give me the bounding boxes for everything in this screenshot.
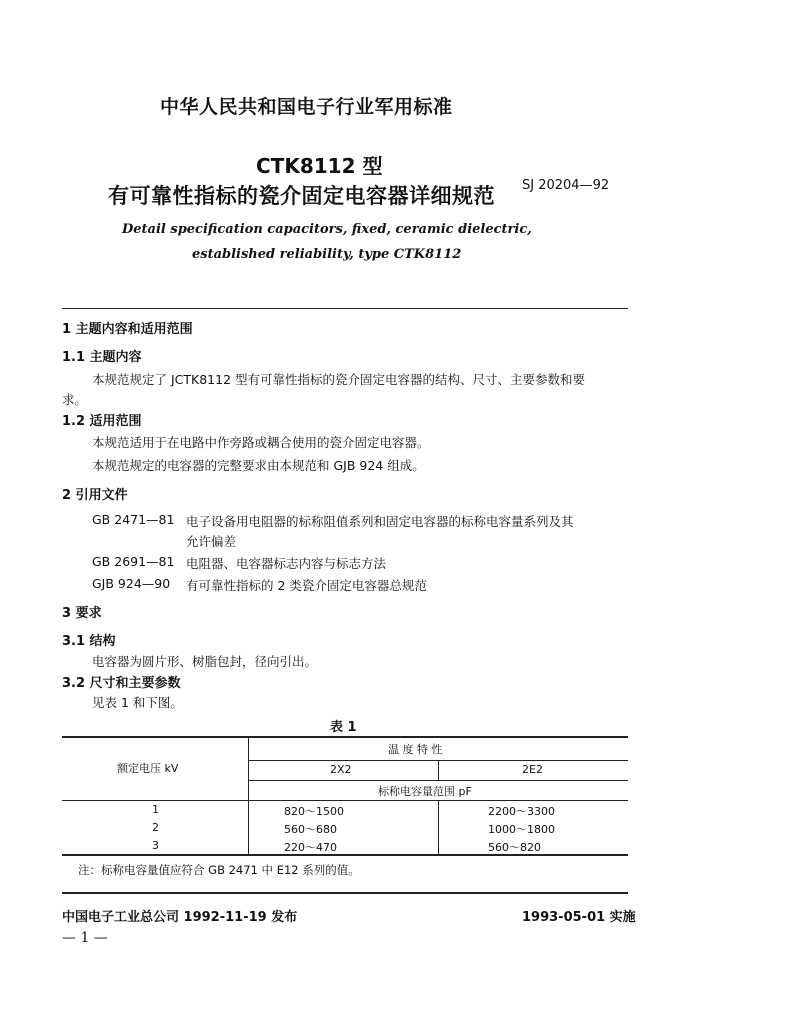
table-note: 注：标称电容量值应符合 GB 2471 中 E12 系列的值。 xyxy=(78,863,360,877)
section-1-2-text-b: 本规范规定的电容器的完整要求由本规范和 GJB 924 组成。 xyxy=(92,458,425,473)
table-caption: 表 1 xyxy=(330,720,357,735)
reference-title: 电阻器、电容器标志内容与标志方法 xyxy=(186,556,387,571)
table-column-divider xyxy=(438,760,439,780)
standard-code: SJ 20204—92 xyxy=(522,178,610,193)
section-1-1-text-cont: 求。 xyxy=(62,392,88,407)
table-cell-2e2: 2200～3300 xyxy=(488,805,555,818)
table-cell-2e2: 1000～1800 xyxy=(488,823,555,836)
capacitance-range-header: 标称电容量范围 pF xyxy=(378,785,472,798)
reference-title: 电子设备用电阻器的标称阻值系列和固定电容器的标称电容量系列及其 xyxy=(186,514,574,529)
table-top-rule xyxy=(62,736,628,738)
table-bottom-rule xyxy=(62,854,628,856)
section-1-2-heading: 1.2 适用范围 xyxy=(62,414,142,429)
section-1-1-text: 本规范规定了 JCTK8112 型有可靠性指标的瓷介固定电容器的结构、尺寸、主要参数和要 xyxy=(92,372,586,387)
table-column-divider xyxy=(438,800,439,854)
section-3-1-text: 电容器为圆片形、树脂包封，径向引出。 xyxy=(92,654,318,669)
table-cell-2x2: 820～1500 xyxy=(284,805,344,818)
table-cell-kv: 3 xyxy=(152,839,159,852)
section-3-2-text: 见表 1 和下图。 xyxy=(92,695,183,710)
effective-date: 1993-05-01 实施 xyxy=(522,910,636,925)
footer-divider xyxy=(62,892,628,894)
temperature-characteristic-header: 温 度 特 性 xyxy=(388,743,443,756)
table-rule xyxy=(248,780,628,781)
column-2e2-header: 2E2 xyxy=(522,763,543,776)
document-title: 有可靠性指标的瓷介固定电容器详细规范 xyxy=(108,184,495,208)
table-cell-2x2: 560～680 xyxy=(284,823,337,836)
reference-code: GB 2691—81 xyxy=(92,554,175,569)
section-1-2-text-a: 本规范适用于在电路中作旁路或耦合使用的瓷介固定电容器。 xyxy=(92,435,430,450)
english-title-line2: established reliability, type CTK8112 xyxy=(192,247,462,262)
issue-info: 中国电子工业总公司 1992-11-19 发布 xyxy=(62,910,298,925)
standard-category-title: 中华人民共和国电子行业军用标准 xyxy=(160,96,453,118)
table-cell-2e2: 560～820 xyxy=(488,841,541,854)
header-divider xyxy=(62,308,628,309)
section-2-heading: 2 引用文件 xyxy=(62,488,128,503)
section-3-1-heading: 3.1 结构 xyxy=(62,634,116,649)
reference-code: GJB 924—90 xyxy=(92,576,171,591)
section-1-heading: 1 主题内容和适用范围 xyxy=(62,322,193,337)
reference-title: 有可靠性指标的 2 类瓷介固定电容器总规范 xyxy=(186,578,427,593)
table-cell-kv: 1 xyxy=(152,803,159,816)
english-title-line1: Detail specification capacitors, fixed, ceramic dielectric, xyxy=(122,222,532,237)
table-cell-2x2: 220～470 xyxy=(284,841,337,854)
document-title-model: CTK8112 型 xyxy=(256,154,383,178)
section-3-2-heading: 3.2 尺寸和主要参数 xyxy=(62,676,181,691)
column-2x2-header: 2X2 xyxy=(330,763,352,776)
table-column-divider xyxy=(248,736,249,854)
table-cell-kv: 2 xyxy=(152,821,159,834)
rated-voltage-header: 额定电压 kV xyxy=(117,762,179,775)
table-header-rule xyxy=(62,800,628,801)
section-3-heading: 3 要求 xyxy=(62,606,102,621)
section-1-1-heading: 1.1 主题内容 xyxy=(62,350,142,365)
reference-code: GB 2471—81 xyxy=(92,512,175,527)
page-number: — 1 — xyxy=(62,930,108,946)
reference-title-cont: 允许偏差 xyxy=(186,534,237,549)
